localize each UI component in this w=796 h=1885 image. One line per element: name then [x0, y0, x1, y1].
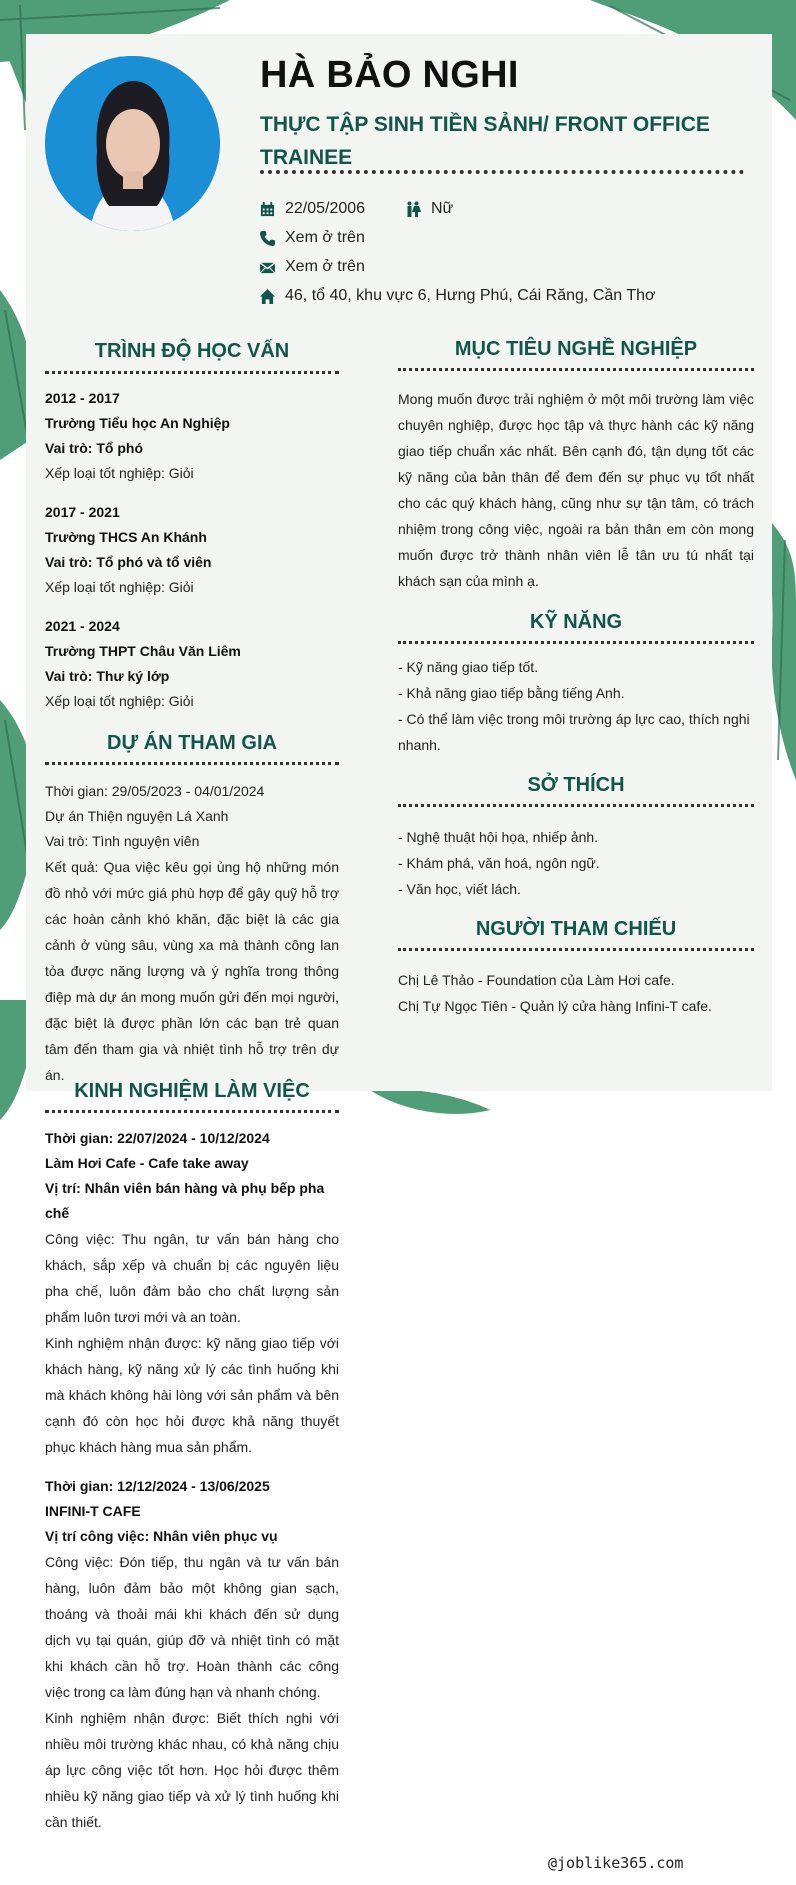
- hobby-item: - Khám phá, văn hoá, ngôn ngữ.: [398, 855, 600, 871]
- edu-role: Vai trò: Tổ phó và tổ viên: [45, 554, 212, 570]
- edu-role: Vai trò: Thư ký lớp: [45, 668, 170, 684]
- reference-item: Chị Tự Ngọc Tiên - Quản lý cửa hàng Infini-T cafe.: [398, 998, 712, 1014]
- project-entry: [45, 779, 339, 1088]
- email: Xem ở trên: [285, 258, 365, 275]
- phone-row: [260, 229, 365, 247]
- edu-years: 2021 - 2024: [45, 618, 120, 634]
- edu-school: Trường THCS An Khánh: [45, 529, 207, 545]
- edu-years: 2017 - 2021: [45, 504, 120, 520]
- edu-grade: Xếp loại tốt nghiệp: Giỏi: [45, 579, 194, 595]
- education-title: TRÌNH ĐỘ HỌC VẤN: [94, 340, 290, 362]
- edu-school: Trường THPT Châu Văn Liêm: [45, 643, 241, 659]
- exp-position: Vị trí công việc: Nhân viên phục vụ: [45, 1528, 278, 1544]
- exp-company: INFINI-T CAFE: [45, 1503, 141, 1519]
- birthdate: 22/05/2006: [285, 200, 366, 217]
- objective-title: MỤC TIÊU NGHỀ NGHIỆP: [454, 338, 698, 360]
- exp-gained: Kinh nghiệm nhận được: kỹ năng giao tiếp với khách hàng, kỹ năng xử lý các tình huống khi mà khách không hài lòng với sản phẩm và bên cạnh đó còn học hỏi được khả năng thuyết phục khách hàng mua sản phẩm.: [45, 1335, 339, 1455]
- avatar: [45, 56, 220, 231]
- reference-item: Chị Lê Thảo - Foundation của Làm Hơi cafe.: [398, 972, 675, 988]
- envelope-icon: [260, 260, 275, 275]
- experience-list: [45, 1126, 339, 1835]
- education-divider: [45, 371, 339, 374]
- skills-list: [398, 654, 754, 758]
- birthdate-row: [260, 200, 365, 218]
- project-name: Dự án Thiện nguyện Lá Xanh: [45, 808, 229, 824]
- exp-work: Công việc: Đón tiếp, thu ngân và tư vấn bán hàng, luôn đảm bảo một không gian sạch, thoáng và thoải mái khi khách đến sử dụng dịch vụ tại quán, giúp đỡ và nhiệt tình có mặt khi khách cần hỗ trợ. Hoàn thành các công việc trong ca làm đúng hạn và nhanh chóng.: [45, 1554, 339, 1700]
- skill-item: - Khả năng giao tiếp bằng tiếng Anh.: [398, 685, 625, 701]
- edu-grade: Xếp loại tốt nghiệp: Giỏi: [45, 693, 194, 709]
- exp-time: Thời gian: 22/07/2024 - 10/12/2024: [45, 1130, 270, 1146]
- home-icon: [260, 289, 275, 304]
- header-divider: [260, 170, 744, 174]
- people-icon: [405, 201, 421, 217]
- hobby-item: - Nghệ thuật hội họa, nhiếp ảnh.: [398, 829, 599, 845]
- project-time: Thời gian: 29/05/2023 - 04/01/2024: [45, 783, 265, 799]
- calendar-icon: [260, 202, 275, 217]
- exp-company: Làm Hơi Cafe - Cafe take away: [45, 1155, 249, 1171]
- experience-title: KINH NGHIỆM LÀM VIỆC: [74, 1080, 310, 1102]
- objective-text: Mong muốn được trải nghiệm ở một môi trường làm việc chuyên nghiệp, được học tập và thực hành các kỹ năng giao tiếp chuẩn xác nhất. Bên cạnh đó, tận dụng tốt các kỹ năng của bản thân để đem đến sự phục vụ tốt nhất cho các quý khách hàng, cũng như sự tận tâm, có trách nhiệm trong công việc, ngoài ra bản thân em còn mong muốn được trở thành nhân viên lễ tân ưu tú nhất tại khách sạn của mình ạ.: [398, 391, 754, 589]
- edu-role: Vai trò: Tổ phó: [45, 440, 143, 456]
- candidate-name: HÀ BẢO NGHI: [260, 54, 519, 96]
- objective-divider: [398, 368, 754, 371]
- edu-school: Trường Tiểu học An Nghiệp: [45, 415, 230, 431]
- phone: Xem ở trên: [285, 229, 365, 246]
- skill-item: - Kỹ năng giao tiếp tốt.: [398, 659, 539, 675]
- references-divider: [398, 948, 754, 951]
- address-row: [260, 287, 655, 305]
- exp-work: Công việc: Thu ngân, tư vấn bán hàng cho khách, sắp xếp và chuẩn bị các nguyên liệu pha chế, luôn đảm bảo cho chất lượng sản phẩm luôn tươi mới và an toàn.: [45, 1231, 339, 1325]
- projects-title: DỰ ÁN THAM GIA: [107, 732, 277, 754]
- exp-time: Thời gian: 12/12/2024 - 13/06/2025: [45, 1478, 270, 1494]
- email-row: [260, 258, 365, 276]
- job-title: THỰC TẬP SINH TIỀN SẢNH/ FRONT OFFICE TRAINEE: [260, 113, 710, 169]
- project-result: Kết quả: Qua việc kêu gọi ủng hộ những món đồ nhỏ với mức giá phù hợp để gây quỹ hỗ trợ các hoàn cảnh khó khăn, đặc biệt là các gia cảnh ở vùng sâu, vùng xa mà thành công lan tỏa được năng lượng và ý nghĩa trong thông điệp mà dự án mong muốn gửi đến mọi người, đặc biệt là được phần lớn các bạn trẻ quan tâm đến tham gia và nhiệt tình hỗ trợ trên dự án.: [45, 859, 339, 1083]
- hobbies-list: [398, 824, 754, 902]
- skills-title: KỸ NĂNG: [529, 611, 623, 633]
- skills-divider: [398, 641, 754, 644]
- watermark: @joblike365.com: [548, 1854, 684, 1872]
- skill-item: - Có thể làm việc trong môi trường áp lực cao, thích nghi nhanh.: [398, 711, 750, 753]
- hobbies-divider: [398, 804, 754, 807]
- projects-divider: [45, 762, 339, 765]
- exp-gained: Kinh nghiệm nhận được: Biết thích nghi với nhiều môi trường khác nhau, có khả năng chịu áp lực công việc tốt hơn. Học hỏi được thêm nhiều kỹ năng giao tiếp và xử lý tình huống khi cần thiết.: [45, 1710, 339, 1830]
- experience-divider: [45, 1110, 339, 1113]
- edu-grade: Xếp loại tốt nghiệp: Giỏi: [45, 465, 194, 481]
- phone-icon: [260, 231, 275, 246]
- project-role: Vai trò: Tình nguyện viên: [45, 833, 200, 849]
- gender-row: [405, 200, 453, 218]
- references-title: NGƯỜI THAM CHIẾU: [475, 918, 677, 940]
- gender: Nữ: [431, 200, 454, 217]
- exp-position: Vị trí: Nhân viên bán hàng và phụ bếp pha chế: [45, 1180, 325, 1221]
- education-list: [45, 386, 339, 714]
- edu-years: 2012 - 2017: [45, 390, 120, 406]
- hobby-item: - Văn học, viết lách.: [398, 881, 521, 897]
- hobbies-title: SỞ THÍCH: [527, 774, 625, 796]
- references-list: [398, 967, 754, 1019]
- address: 46, tổ 40, khu vực 6, Hưng Phú, Cái Răng, Cần Thơ: [285, 287, 656, 304]
